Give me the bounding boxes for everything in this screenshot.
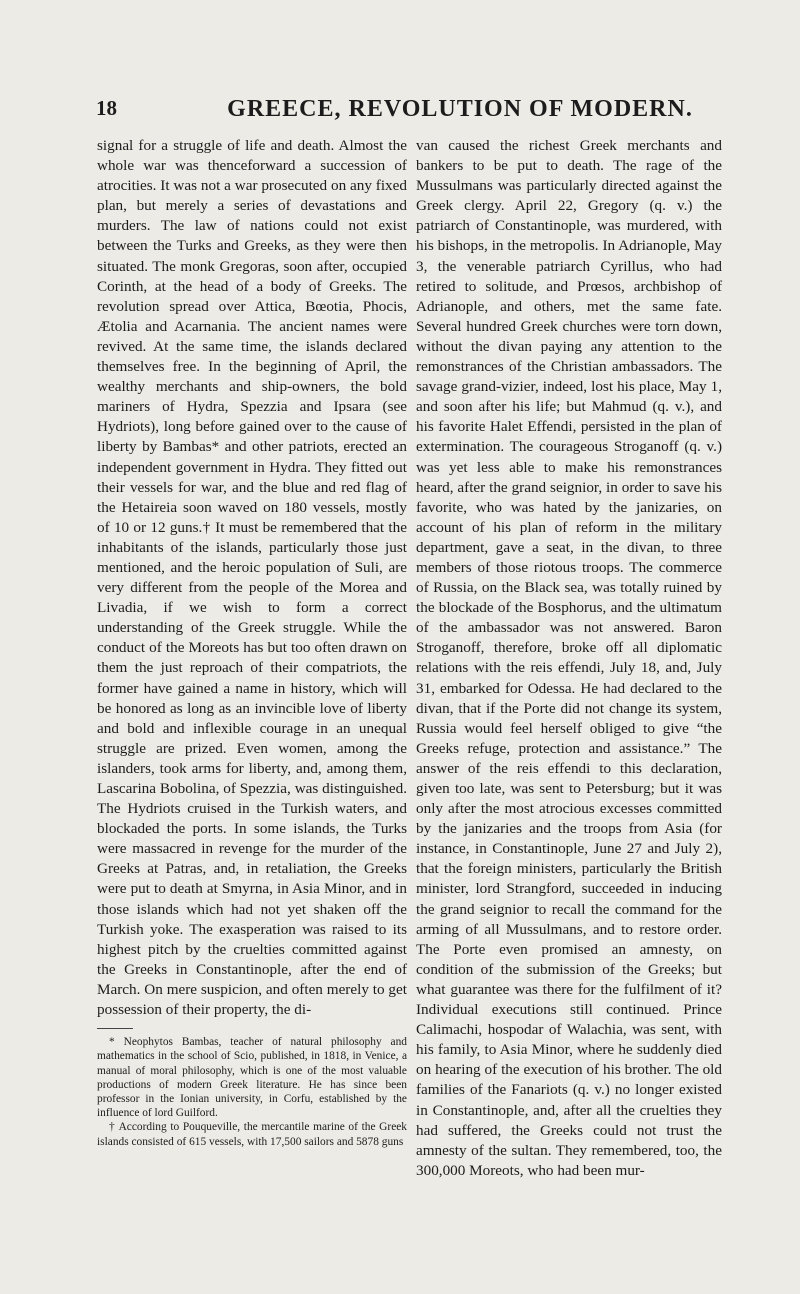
- footnote-pouqueville: † According to Pouqueville, the mercantile marine of the Greek islands consisted of 615 vessels, with 17,500 sailors and 5878 guns: [97, 1121, 407, 1148]
- page-number: 18: [96, 96, 117, 120]
- left-column-body: signal for a struggle of life and death. Almost the whole war was thenceforward a succession of atrocities. It was not a war prosecuted on any fixed plan, but merely a series of devastations and murders. The law of nations could not exist between the Turks and Greeks, as they were then situated. The monk Gregoras, soon after, occupied Corinth, at the head of a body of Greeks. The revolution spread over Attica, Bœotia, Phocis, Ætolia and Acarnania. The ancient names were revived. At the same time, the islands declared themselves free. In the beginning of April, the wealthy merchants and ship-owners, the bold mariners of Hydra, Spezzia and Ipsara (see Hydriots), long before gained over to the cause of liberty by Bambas* and other patriots, erected an independent government in Hydra. They fitted out their vessels for war, and the blue and red flag of the Hetaireia soon waved on 180 vessels, mostly of 10 or 12 guns.† It must be remembered that the inhabitants of the islands, particularly those just mentioned, and the heroic population of Suli, are very different from the people of the Morea and Livadia, if we wish to form a correct understanding of the Greek struggle. While the conduct of the Moreots has but too often drawn on them the just reproach of their compatriots, the former have gained a name in history, which will be honored as long as an invincible love of liberty and bold and inflexible courage in an unequal struggle are prized. Even women, among the islanders, took arms for liberty, and, among them, Lascarina Bobolina, of Spezzia, was distinguished. The Hydriots cruised in the Turkish waters, and blockaded the ports. In some islands, the Turks were massacred in revenge for the murder of the Greeks at Patras, and, in retaliation, the Greeks were put to death at Smyrna, in Asia Minor, and in those islands which had not yet shaken off the Turkish yoke. The exasperation was raised to its highest pitch by the cruelties committed against the Greeks in Constantinople, after the end of March. On mere suspicion, and often merely to get possession of their property, the di-: [97, 137, 407, 1019]
- right-column-body: van caused the richest Greek merchants and bankers to be put to death. The rage of the Mussulmans was particularly directed against the Greek clergy. April 22, Gregory (q. v.) the patriarch of Constantinople, was murdered, with his bishops, in the metropolis. In Adrianople, May 3, the venerable patriarch Cyrillus, who had retired to solitude, and Prœsos, archbishop of Adrianople, and others, met the same fate. Several hundred Greek churches were torn down, without the divan paying any attention to the remonstrances of the Christian ambassadors. The savage grand-vizier, indeed, lost his place, May 1, and soon after his life; but Mahmud (q. v.), and his favorite Halet Effendi, persisted in the plan of extermination. The courageous Stroganoff (q. v.) was yet less able to make his remonstrances heard, after the grand seignior, in order to save his favorite, who was hated by the janizaries, on account of his plan of reform in the military department, gave a seat, in the divan, to three members of those riotous troops. The commerce of Russia, on the Black sea, was totally ruined by the blockade of the Bosphorus, and the ultimatum of the ambassador was not answered. Baron Stroganoff, therefore, broke off all diplomatic relations with the reis effendi, July 18, and, July 31, embarked for Odessa. He had declared to the divan, that if the Porte did not change its system, Russia would feel herself obliged to give “the Greeks refuge, protection and assistance.” The answer of the reis effendi to this declaration, given too late, was sent to Petersburg; but it was only after the most atrocious excesses committed by the janizaries and the troops from Asia (for instance, in Constantinople, June 27 and July 2), that the foreign ministers, particularly the British minister, lord Strangford, succeeded in inducing the grand seignior to recall the command for the arming of all Mussulmans, and to restore order. The Porte even promised an amnesty, on condition of the submission of the Greeks; but what guarantee was there for the fulfilment of it? Individual executions still continued. Prince Calimachi, hospodar of Walachia, was sent, with his family, to Asia Minor, where he suddenly died on hearing of the execution of his brother. The old families of the Fanariots (q. v.) no longer existed in Constantinople, and, after all the cruelties they had suffered, the Greeks could not trust the amnesty of the sultan. They remembered, too, the 300,000 Moreots, who had been mur-: [416, 137, 722, 1179]
- page-header: [0, 96, 800, 126]
- footnote-bambas: * Neophytos Bambas, teacher of natural philosophy and mathematics in the school of Scio, published, in 1818, in Venice, a manual of moral philosophy, which is one of the most valuable productions of modern Greek literature. He has since been professor in the Ionian university, in Corfu, established by the influence of lord Guilford.: [97, 1036, 407, 1120]
- right-column: [416, 136, 722, 1181]
- running-title: GREECE, REVOLUTION OF MODERN.: [227, 96, 693, 122]
- footnotes: [97, 1035, 407, 1149]
- footnote-rule: [97, 1028, 133, 1029]
- left-column: [97, 136, 407, 1149]
